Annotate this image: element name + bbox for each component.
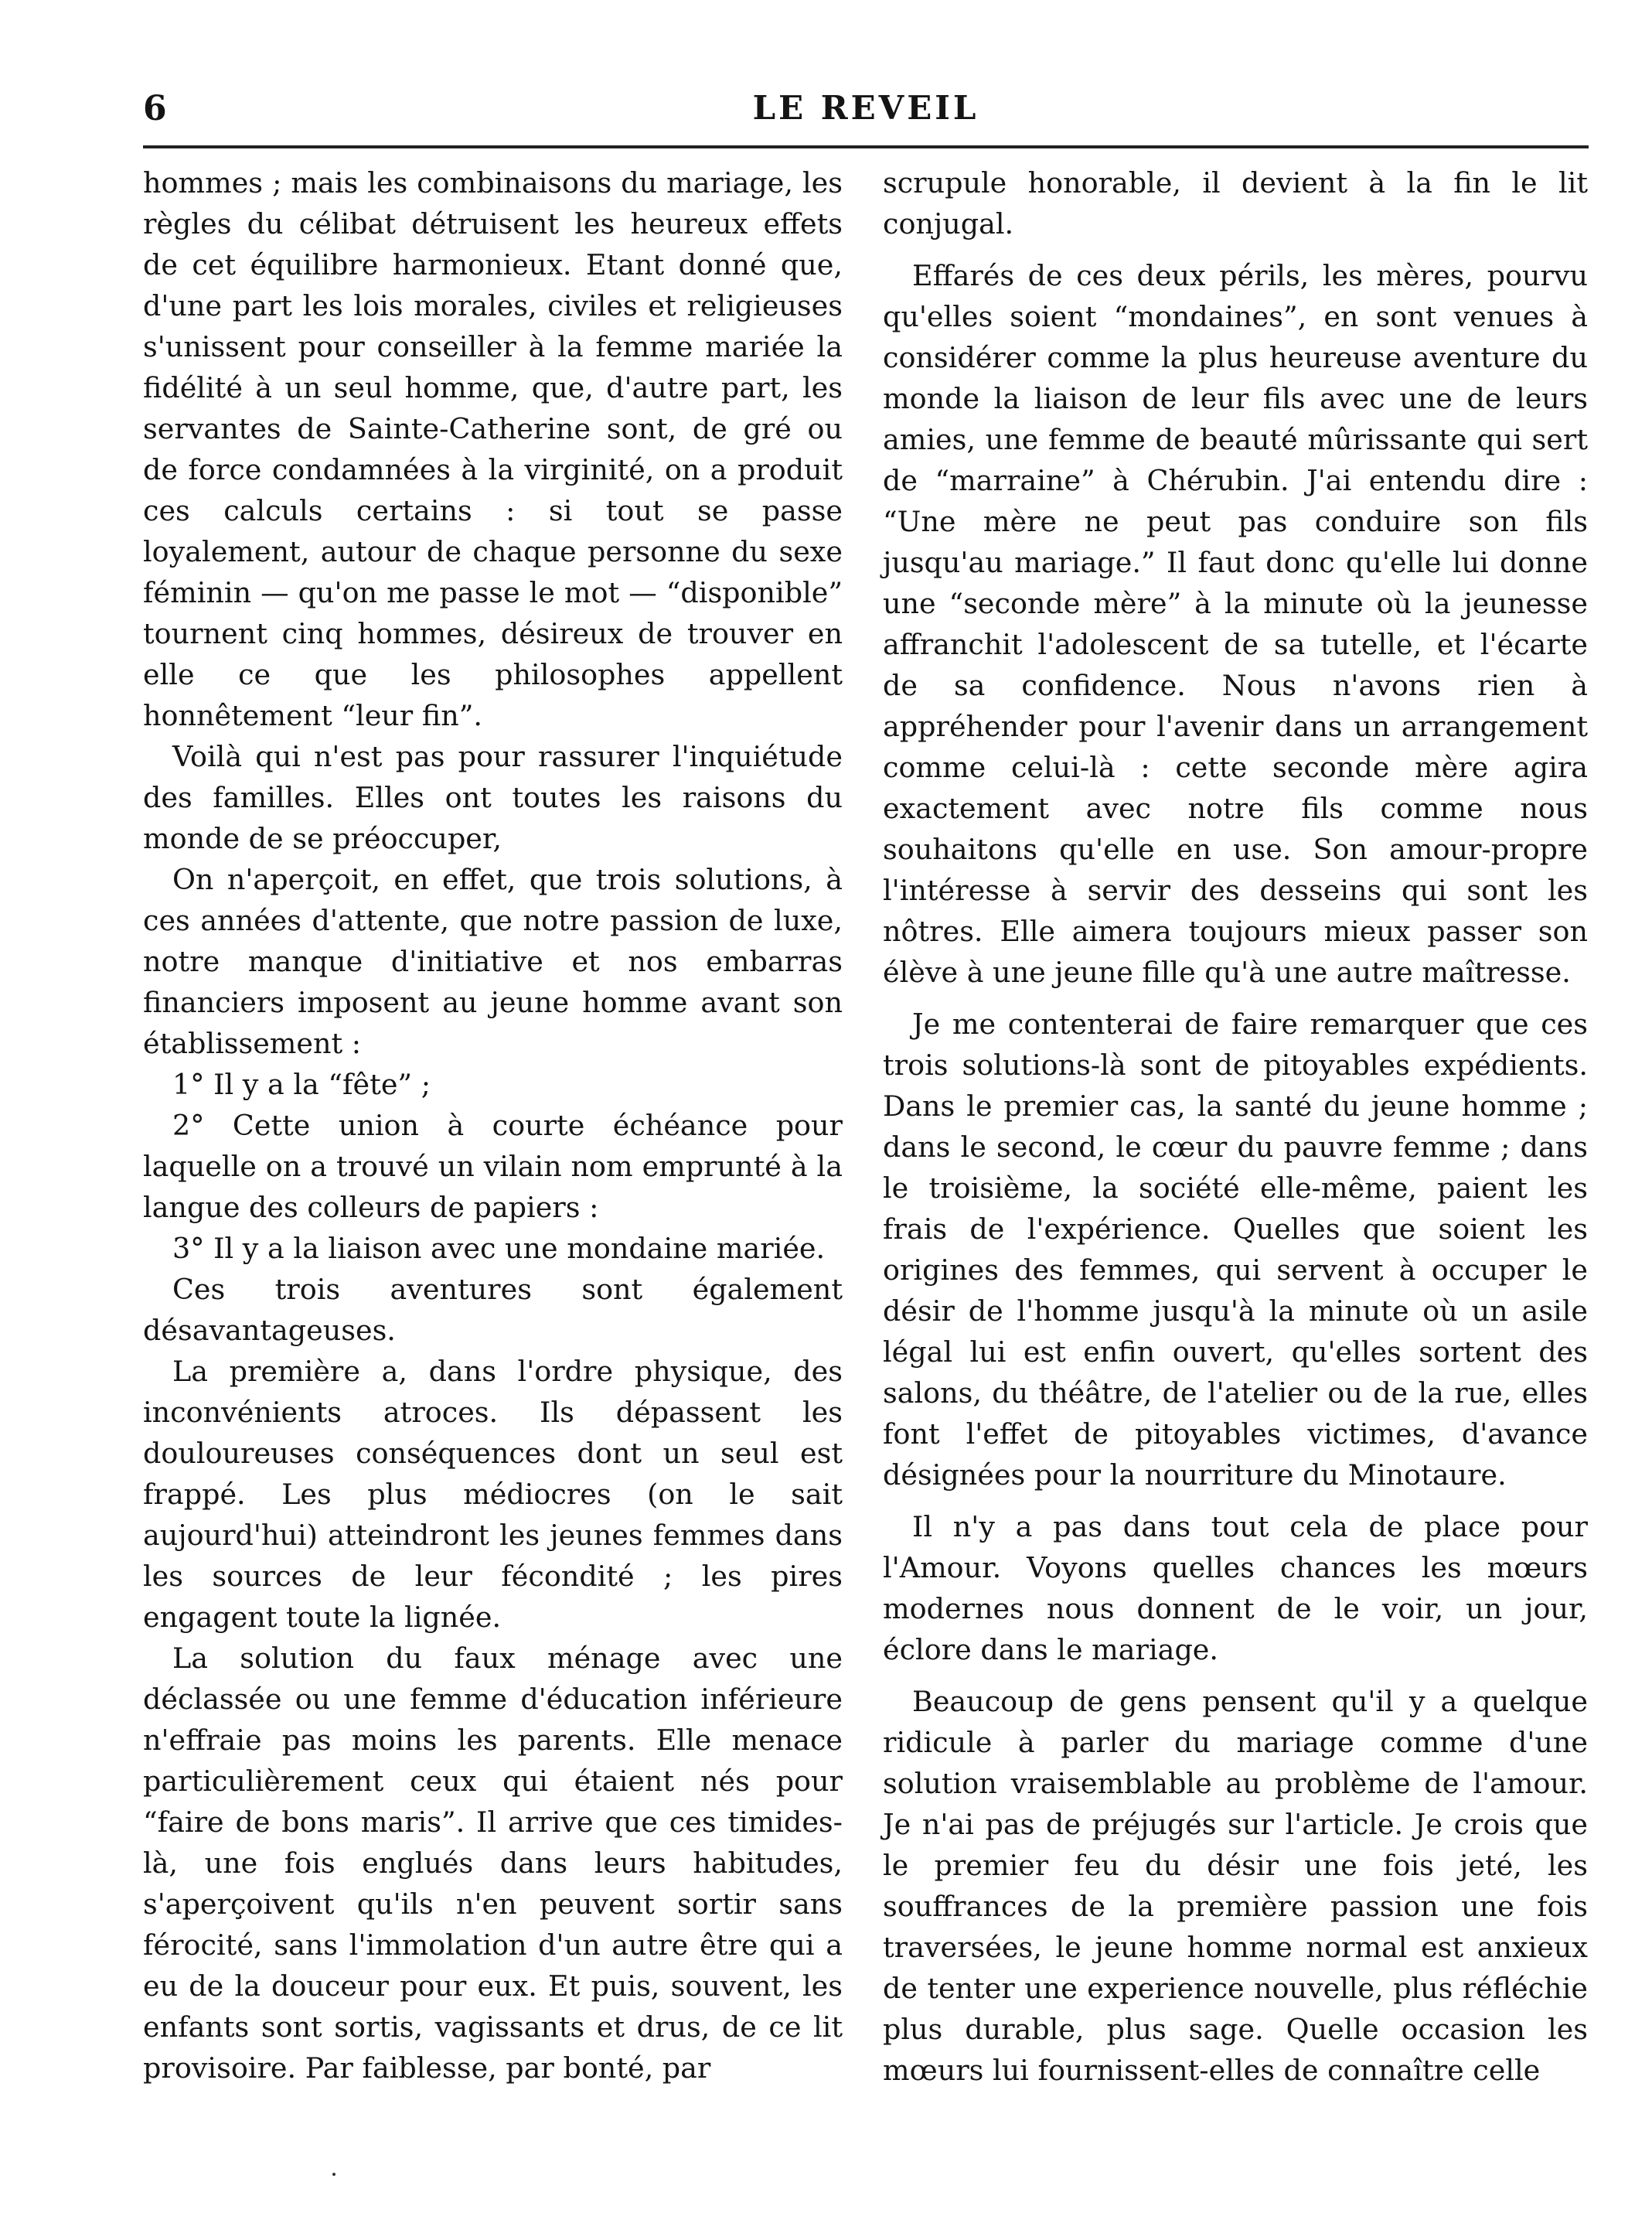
- paragraph: Beaucoup de gens pensent qu'il y a quelque ridicule à parler du mariage comme d'une solution vraisemblable au problème de l'amour. Je n'ai pas de préjugés sur l'article. Je crois que le premier feu du désir une fois jeté, les souffrances de la première passion une fois traversées, le jeune homme normal est anxieux de tenter une experience nouvelle, plus réfléchie plus durable, plus sage. Quelle occasion les mœurs lui fournissent-elles de connaître celle: [883, 1685, 1588, 2087]
- paragraph: Ces trois aventures sont également désavantageuses.: [143, 1273, 843, 1347]
- paragraph: scrupule honorable, il devient à la fin le lit conjugal.: [883, 166, 1588, 240]
- paragraph: Il n'y a pas dans tout cela de place pour l'Amour. Voyons quelles chances les mœurs modernes nous donnent de le voir, un jour, éclore dans le mariage.: [883, 1510, 1588, 1666]
- paragraph: Voilà qui n'est pas pour rassurer l'inquiétude des familles. Elles ont toutes les raisons du monde de se préoccuper,: [143, 740, 843, 855]
- list-item: 2° Cette union à courte échéance pour laquelle on a trouvé un vilain nom emprunté à la langue des colleurs de papiers :: [143, 1109, 843, 1224]
- left-column: [143, 162, 843, 2088]
- print-speck: [332, 2173, 336, 2176]
- paragraph: La solution du faux ménage avec une déclassée ou une femme d'éducation inférieure n'effraie pas moins les parents. Elle menace particulièrement ceux qui étaient nés pour “faire de bons maris”. Il arrive que ces timides-là, une fois englués dans leurs habitudes, s'aperçoivent qu'ils n'en peuvent sortir sans férocité, sans l'immolation d'un autre être qui a eu de la douceur pour eux. Et puis, souvent, les enfants sont sortis, vagissants et drus, de ce lit provisoire. Par faiblesse, par bonté, par: [143, 1642, 843, 2085]
- paragraph: hommes ; mais les combinaisons du mariage, les règles du célibat détruisent les heureux effets de cet équilibre harmonieux. Etant donné que, d'une part les lois morales, civiles et religieuses s'unissent pour conseiller à la femme mariée la fidélité à un seul homme, que, d'autre part, les servantes de Sainte-Catherine sont, de gré ou de force condamnées à la virginité, on a produit ces calculs certains : si tout se passe loyalement, autour de chaque personne du sexe féminin — qu'on me passe le mot — “disponible” tournent cinq hommes, désireux de trouver en elle ce que les philosophes appellent honnêtement “leur fin”.: [143, 166, 843, 732]
- journal-title: LE REVEIL: [752, 89, 979, 127]
- paragraph: Effarés de ces deux périls, les mères, pourvu qu'elles soient “mondaines”, en sont venues à considérer comme la plus heureuse aventure du monde la liaison de leur fils avec une de leurs amies, une femme de beauté mûrissante qui sert de “marraine” à Chérubin. J'ai entendu dire : “Une mère ne peut pas conduire son fils jusqu'au mariage.” Il faut donc qu'elle lui donne une “seconde mère” à la minute où la jeunesse affranchit l'adolescent de sa tutelle, et l'écarte de sa confidence. Nous n'avons rien à appréhender pour l'avenir dans un arrangement comme celui-là : cette seconde mère agira exactement avec notre fils comme nous souhaitons qu'elle en use. Son amour-propre l'intéresse à servir des desseins qui sont les nôtres. Elle aimera toujours mieux passer son élève à une jeune fille qu'à une autre maîtresse.: [883, 259, 1588, 989]
- list-item: 1° Il y a la “fête” ;: [172, 1068, 431, 1101]
- list-item: 3° Il y a la liaison avec une mondaine mariée.: [172, 1232, 826, 1265]
- right-column: [883, 162, 1588, 2091]
- paragraph: La première a, dans l'ordre physique, des inconvénients atroces. Ils dépassent les douloureuses conséquences dont un seul est frappé. Les plus médiocres (on le sait aujourd'hui) atteindront les jeunes femmes dans les sources de leur fécondité ; les pires engagent toute la lignée.: [143, 1355, 843, 1634]
- page-number: 6: [143, 89, 167, 128]
- page-header: [143, 89, 1589, 143]
- paragraph: Je me contenterai de faire remarquer que ces trois solutions-là sont de pitoyables expédients. Dans le premier cas, la santé du jeune homme ; dans le second, le cœur du pauvre femme ; dans le troisième, la société elle-même, paient les frais de l'expérience. Quelles que soient les origines des femmes, qui servent à occuper le désir de l'homme jusqu'à la minute où un asile légal lui est enfin ouvert, qu'elles sortent des salons, du théâtre, de l'atelier ou de la rue, elles font l'effet de pitoyables victimes, d'avance désignées pour la nourriture du Minotaure.: [883, 1008, 1588, 1492]
- paragraph: On n'aperçoit, en effet, que trois solutions, à ces années d'attente, que notre passion de luxe, notre manque d'initiative et nos embarras financiers imposent au jeune homme avant son établissement :: [143, 863, 843, 1060]
- header-rule: [143, 145, 1589, 148]
